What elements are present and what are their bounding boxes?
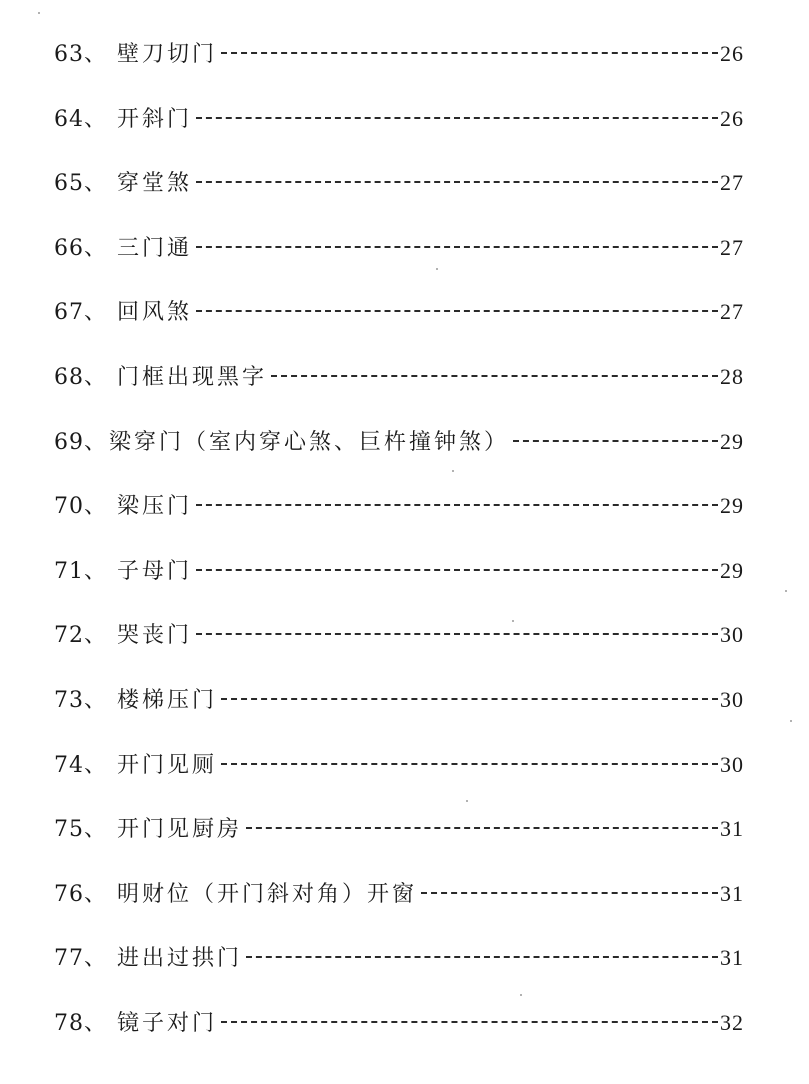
entry-number: 70、 bbox=[54, 494, 107, 520]
entry-number: 65、 bbox=[54, 171, 107, 197]
entry-page-number: 28 bbox=[720, 363, 744, 389]
dot-leader bbox=[196, 181, 718, 183]
toc-entry[interactable] bbox=[54, 159, 744, 224]
toc-entry[interactable] bbox=[54, 870, 744, 935]
entry-title: 开门见厨房 bbox=[117, 817, 243, 843]
entry-title: 明财位（开门斜对角）开窗 bbox=[117, 881, 418, 907]
entry-number: 78、 bbox=[54, 1010, 107, 1036]
scan-speck bbox=[785, 590, 787, 592]
entry-title: 穿堂煞 bbox=[117, 171, 193, 197]
entry-number: 67、 bbox=[54, 300, 107, 326]
toc-entry[interactable] bbox=[54, 741, 744, 806]
toc-entry[interactable] bbox=[54, 482, 744, 547]
dot-leader bbox=[221, 698, 718, 700]
dot-leader bbox=[221, 763, 718, 765]
entry-title: 开斜门 bbox=[117, 106, 193, 132]
dot-leader bbox=[196, 117, 718, 119]
entry-page-number: 31 bbox=[720, 880, 744, 906]
toc-entry[interactable] bbox=[54, 611, 744, 676]
dot-leader bbox=[246, 956, 718, 958]
entry-page-number: 30 bbox=[720, 622, 744, 648]
entry-title: 进出过拱门 bbox=[117, 946, 243, 972]
entry-page-number: 30 bbox=[720, 686, 744, 712]
entry-number: 64、 bbox=[54, 106, 107, 132]
entry-page-number: 27 bbox=[720, 170, 744, 196]
toc-entry[interactable] bbox=[54, 418, 744, 483]
entry-page-number: 32 bbox=[720, 1009, 744, 1035]
entry-page-number: 29 bbox=[720, 428, 744, 454]
toc-entry[interactable] bbox=[54, 30, 744, 95]
entry-page-number: 30 bbox=[720, 751, 744, 777]
entry-number: 76、 bbox=[54, 881, 107, 907]
entry-number: 74、 bbox=[54, 752, 107, 778]
dot-leader bbox=[196, 633, 718, 635]
scan-speck bbox=[790, 720, 792, 722]
entry-number: 69、 bbox=[54, 429, 107, 455]
entry-page-number: 31 bbox=[720, 816, 744, 842]
entry-number: 63、 bbox=[54, 42, 107, 67]
dot-leader bbox=[196, 504, 718, 506]
toc-entry[interactable] bbox=[54, 288, 744, 353]
toc-entry[interactable] bbox=[54, 676, 744, 741]
entry-page-number: 27 bbox=[720, 299, 744, 325]
entry-page-number: 29 bbox=[720, 557, 744, 583]
entry-number: 72、 bbox=[54, 623, 107, 649]
entry-title: 梁穿门（室内穿心煞、巨杵撞钟煞） bbox=[109, 429, 510, 455]
entry-page-number: 31 bbox=[720, 945, 744, 971]
entry-page-number: 27 bbox=[720, 234, 744, 260]
entry-title: 楼梯压门 bbox=[117, 687, 218, 713]
dot-leader bbox=[513, 440, 718, 442]
dot-leader bbox=[196, 569, 718, 571]
toc-entry[interactable] bbox=[54, 224, 744, 289]
dot-leader bbox=[221, 52, 718, 54]
dot-leader bbox=[221, 1021, 718, 1023]
toc-entry[interactable] bbox=[54, 934, 744, 999]
dot-leader bbox=[196, 310, 718, 312]
entry-number: 66、 bbox=[54, 235, 107, 261]
entry-title: 门框出现黑字 bbox=[117, 364, 268, 390]
entry-title: 梁压门 bbox=[117, 494, 193, 520]
entry-title: 壁刀切门 bbox=[117, 42, 218, 67]
dot-leader bbox=[271, 375, 718, 377]
dot-leader bbox=[246, 827, 718, 829]
entry-number: 75、 bbox=[54, 817, 107, 843]
dot-leader bbox=[421, 892, 718, 894]
entry-number: 77、 bbox=[54, 946, 107, 972]
scan-speck bbox=[38, 12, 40, 14]
table-of-contents bbox=[54, 30, 744, 1064]
toc-entry[interactable] bbox=[54, 353, 744, 418]
entry-title: 子母门 bbox=[117, 558, 193, 584]
dot-leader bbox=[196, 246, 718, 248]
entry-page-number: 29 bbox=[720, 493, 744, 519]
entry-title: 回风煞 bbox=[117, 300, 193, 326]
toc-entry[interactable] bbox=[54, 95, 744, 160]
entry-page-number: 26 bbox=[720, 41, 744, 66]
entry-page-number: 26 bbox=[720, 105, 744, 131]
entry-title: 镜子对门 bbox=[117, 1010, 218, 1036]
toc-entry[interactable] bbox=[54, 999, 744, 1064]
toc-entry[interactable] bbox=[54, 547, 744, 612]
entry-title: 开门见厕 bbox=[117, 752, 218, 778]
entry-number: 73、 bbox=[54, 687, 107, 713]
entry-number: 71、 bbox=[54, 558, 107, 584]
entry-number: 68、 bbox=[54, 364, 107, 390]
entry-title: 三门通 bbox=[117, 235, 193, 261]
entry-title: 哭丧门 bbox=[117, 623, 193, 649]
toc-entry[interactable] bbox=[54, 805, 744, 870]
